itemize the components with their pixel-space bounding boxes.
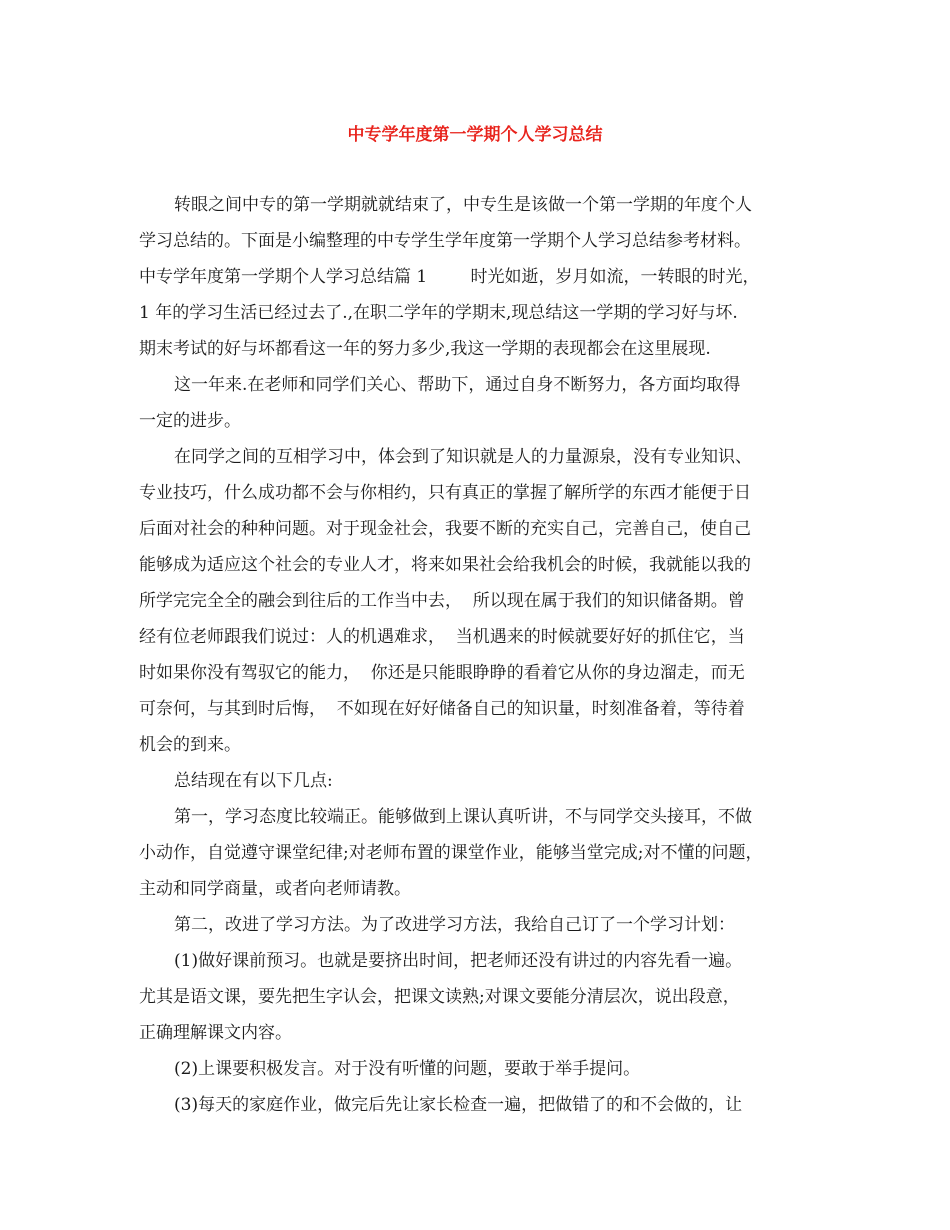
paragraph-line: 在同学之间的互相学习中，体会到了知识就是人的力量源泉，没有专业知识、	[174, 447, 752, 467]
paragraph-line: 学习总结的。下面是小编整理的中专学生学年度第一学期个人学习总结参考材料。	[139, 231, 751, 251]
paragraph-line: 小动作，自觉遵守课堂纪律;对老师布置的课堂作业，能够当堂完成;对不懂的问题，	[139, 843, 763, 863]
paragraph-line: 转眼之间中专的第一学期就就结束了，中专生是该做一个第一学期的年度个人	[174, 195, 752, 215]
paragraph-line: 经有位老师跟我们说过：人的机遇难求， 当机遇来的时候就要好好的抓住它，当	[139, 627, 745, 647]
paragraph-line: 正确理解课文内容。	[139, 1023, 292, 1043]
paragraph-line: 总结现在有以下几点:	[174, 771, 333, 791]
paragraph-line: 后面对社会的种种问题。对于现金社会，我要不断的充实自己，完善自己，使自己	[139, 519, 751, 539]
paragraph-line: (2)上课要积极发言。对于没有听懂的问题，要敢于举手提问。	[174, 1059, 641, 1079]
paragraph-line: 中专学年度第一学期个人学习总结篇 1 时光如逝，岁月如流，一转眼的时光，	[139, 267, 760, 287]
paragraph-line: (3)每天的家庭作业，做完后先让家长检查一遍，把做错了的和不会做的，让	[174, 1095, 743, 1115]
paragraph-line: 一定的进步。	[139, 411, 241, 431]
paragraph-line: 主动和同学商量，或者向老师请教。	[139, 879, 411, 899]
paragraph-line: (1)做好课前预习。也就是要挤出时间，把老师还没有讲过的内容先看一遍。	[174, 951, 743, 971]
paragraph-line: 时如果你没有驾驭它的能力， 你还是只能眼睁睁的看着它从你的身边溜走，而无	[139, 663, 745, 683]
paragraph-line: 第二，改进了学习方法。为了改进学习方法，我给自己订了一个学习计划：	[174, 915, 735, 935]
paragraph-line: 专业技巧，什么成功都不会与你相约，只有真正的掌握了解所学的东西才能便于日	[139, 483, 751, 503]
paragraph-line: 可奈何，与其到时后悔， 不如现在好好储备自己的知识量，时刻准备着，等待着	[139, 699, 745, 719]
paragraph-line: 能够成为适应这个社会的专业人才，将来如果社会给我机会的时候，我就能以我的	[139, 555, 751, 575]
paragraph-line: 机会的到来。	[139, 735, 241, 755]
paragraph-line: 第一，学习态度比较端正。能够做到上课认真听讲，不与同学交头接耳，不做	[174, 807, 752, 827]
document-title: 中专学年度第一学期个人学习总结	[347, 125, 603, 145]
paragraph-line: 所学完完全全的融会到往后的工作当中去， 所以现在属于我们的知识储备期。曾	[139, 591, 745, 611]
paragraph-line: 1 年的学习生活已经过去了.,在职二学年的学期末,现总结这一学期的学习好与坏.	[139, 303, 738, 323]
paragraph-line: 期末考试的好与坏都看这一年的努力多少,我这一学期的表现都会在这里展现.	[139, 339, 711, 359]
paragraph-line: 尤其是语文课，要先把生字认会，把课文读熟;对课文要能分清层次，说出段意，	[139, 987, 740, 1007]
paragraph-line: 这一年来.在老师和同学们关心、帮助下，通过自身不断努力，各方面均取得	[174, 375, 741, 395]
